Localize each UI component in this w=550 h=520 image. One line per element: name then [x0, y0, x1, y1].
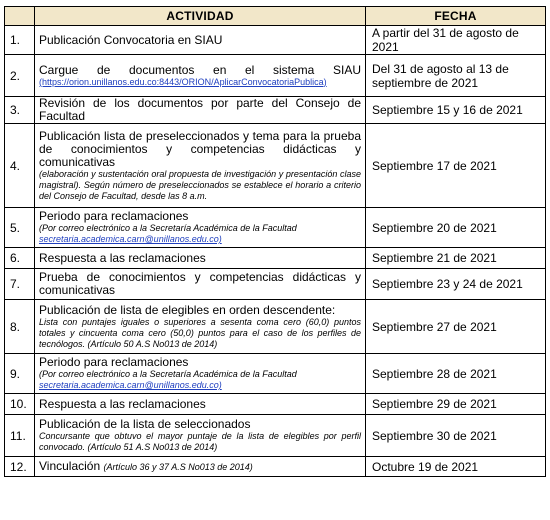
row-number: 7. — [5, 269, 35, 300]
row-number: 9. — [5, 354, 35, 394]
table-row — [5, 55, 546, 97]
row-date: Del 31 de agosto al 13 de septiembre de 2021 — [366, 55, 546, 97]
header-number — [5, 7, 35, 26]
row-activity: Publicación de la lista de seleccionados — [39, 417, 251, 431]
email-link[interactable]: secretaria.academica.carn@unillanos.edu.co) — [39, 380, 222, 390]
row-activity-cell — [35, 354, 366, 394]
row-note: Lista con puntajes iguales o superiores a sesenta coma cero (60,0) puntos totales y cincuenta coma cero (50,0) puntos para el caso de los perfiles de tecnólogos. (Artículo 50 A.S No013 de 2014) — [39, 316, 361, 349]
row-number: 11. — [5, 415, 35, 457]
row-number: 12. — [5, 457, 35, 477]
table-row — [5, 415, 546, 457]
row-number: 10. — [5, 394, 35, 415]
row-activity: Prueba de conocimientos y competencias didácticas y comunicativas — [35, 269, 366, 300]
table-row — [5, 457, 546, 477]
row-activity-cell — [35, 208, 366, 248]
row-number: 3. — [5, 97, 35, 124]
table-row — [5, 269, 546, 300]
row-activity: Publicación Convocatoria en SIAU — [35, 26, 366, 55]
row-number: 6. — [5, 248, 35, 269]
table-header-row — [5, 7, 546, 26]
row-activity: Cargue de documentos en el sistema SIAU — [39, 62, 361, 77]
row-date: Septiembre 15 y 16 de 2021 — [366, 97, 546, 124]
table-row — [5, 394, 546, 415]
row-date: Septiembre 17 de 2021 — [366, 124, 546, 208]
row-activity-cell — [35, 300, 366, 354]
row-activity-cell — [35, 124, 366, 208]
row-note: (elaboración y sustentación oral propuesta de investigación y presentación clase magistral). Según número de preseleccionados se establece el horario a criterio del Consejo de Facultad, desde las 8 a.m. — [39, 168, 361, 201]
row-date: Septiembre 20 de 2021 — [366, 208, 546, 248]
row-date: Octubre 19 de 2021 — [366, 457, 546, 477]
row-activity: Publicación lista de preseleccionados y tema para la prueba de conocimientos y competencias didácticas y comunicativas — [39, 128, 361, 169]
row-note: (Por correo electrónico a la Secretaría Académica de la Facultad — [39, 223, 297, 233]
table-row — [5, 97, 546, 124]
row-note: (Por correo electrónico a la Secretaría Académica de la Facultad — [39, 369, 297, 379]
row-note: Concursante que obtuvo el mayor puntaje de la lista de elegibles por perfil convocado. (Artículo 51 A.S No013 de 2014) — [39, 431, 361, 452]
table-row — [5, 248, 546, 269]
table-row — [5, 208, 546, 248]
schedule-table — [4, 6, 546, 477]
row-date: Septiembre 27 de 2021 — [366, 300, 546, 354]
row-activity: Respuesta a las reclamaciones — [35, 394, 366, 415]
row-note: (Artículo 36 y 37 A.S No013 de 2014) — [103, 461, 253, 472]
row-date: Septiembre 28 de 2021 — [366, 354, 546, 394]
table-row — [5, 26, 546, 55]
row-number: 2. — [5, 55, 35, 97]
table-row — [5, 354, 546, 394]
row-activity: Periodo para reclamaciones — [39, 209, 189, 223]
row-activity: Revisión de los documentos por parte del Consejo de Facultad — [35, 97, 366, 124]
siau-link[interactable]: (https://orion.unillanos.edu.co:8443/ORION/AplicarConvocatoriaPublica) — [39, 76, 327, 87]
row-date: Septiembre 23 y 24 de 2021 — [366, 269, 546, 300]
row-date: A partir del 31 de agosto de 2021 — [366, 26, 546, 55]
row-number: 1. — [5, 26, 35, 55]
row-number: 4. — [5, 124, 35, 208]
row-activity: Periodo para reclamaciones — [39, 355, 189, 369]
row-activity: Respuesta a las reclamaciones — [35, 248, 366, 269]
row-activity-cell — [35, 55, 366, 97]
row-date: Septiembre 29 de 2021 — [366, 394, 546, 415]
header-activity: ACTIVIDAD — [35, 7, 366, 26]
row-activity: Vinculación — [39, 458, 101, 473]
email-link[interactable]: secretaria.academica.carn@unillanos.edu.co) — [39, 234, 222, 244]
row-number: 8. — [5, 300, 35, 354]
table-row — [5, 300, 546, 354]
row-date: Septiembre 30 de 2021 — [366, 415, 546, 457]
row-activity: Publicación de lista de elegibles en orden descendente: — [39, 302, 336, 317]
row-number: 5. — [5, 208, 35, 248]
header-date: FECHA — [366, 7, 546, 26]
row-activity-cell — [35, 457, 366, 477]
table-row — [5, 124, 546, 208]
row-date: Septiembre 21 de 2021 — [366, 248, 546, 269]
row-activity-cell — [35, 415, 366, 457]
